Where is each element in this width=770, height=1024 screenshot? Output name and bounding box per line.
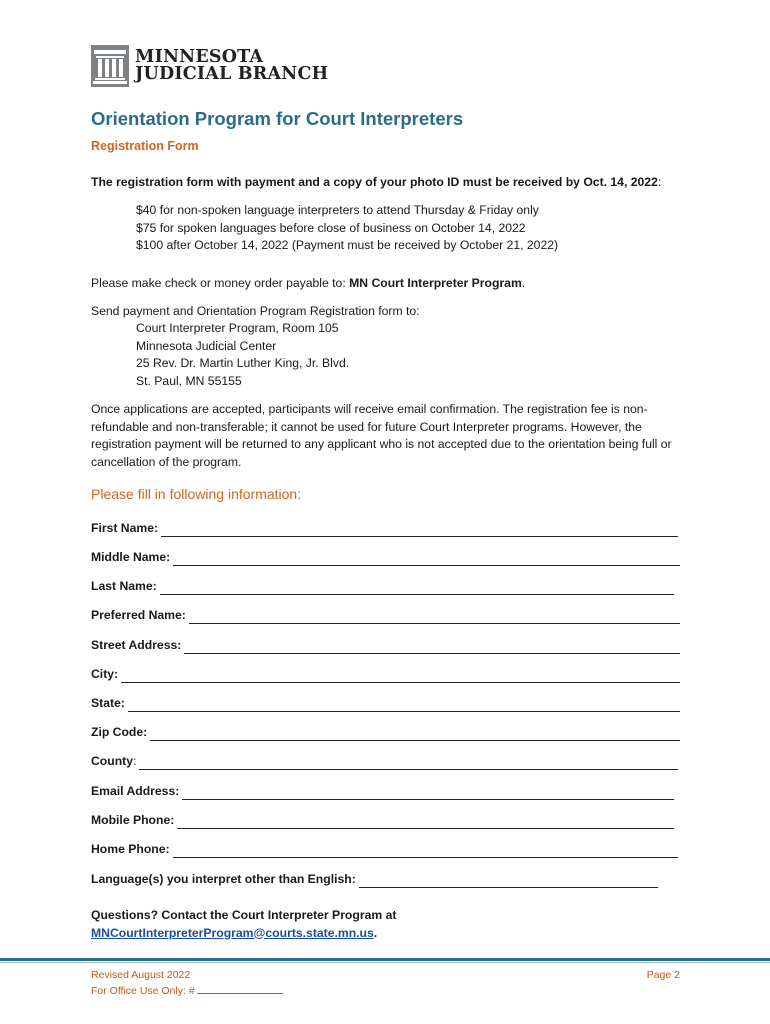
address-line: 25 Rev. Dr. Martin Luther King, Jr. Blvd.: [136, 356, 350, 370]
zip-code-label: Zip Code:: [91, 725, 148, 739]
first-name-field[interactable]: [91, 519, 678, 537]
state-line[interactable]: [128, 698, 680, 712]
email-address-field[interactable]: [91, 782, 674, 800]
page-title: Orientation Program for Court Interpreters: [91, 108, 464, 129]
deadline-text: The registration form with payment and a copy of your photo ID must be received by Oct. 14, 2022: [91, 175, 658, 189]
office-use-blank: [197, 983, 283, 994]
email-address-line[interactable]: [182, 786, 674, 800]
refund-policy-paragraph: Once applications are accepted, participants will receive email confirmation. The registration fee is non-refundable and non-transferable; it cannot be used for future Court Interpreter programs. However, the registration payment will be returned to any applicant who is not accepted due to the orientation being full or cancellation of the program.: [91, 402, 672, 469]
questions-contact: [91, 907, 396, 942]
email-address-label: Email Address:: [91, 784, 180, 798]
languages-label: Language(s) you interpret other than English:: [91, 872, 356, 886]
city-line[interactable]: [121, 669, 680, 683]
languages-line[interactable]: [359, 874, 658, 888]
form-subtitle: Registration Form: [91, 139, 199, 153]
questions-suffix: .: [373, 925, 378, 940]
county-field[interactable]: [91, 752, 678, 770]
county-line[interactable]: [139, 756, 678, 770]
last-name-label: Last Name:: [91, 579, 157, 593]
footer-divider-thin: [0, 962, 770, 963]
street-address-label: Street Address:: [91, 638, 182, 652]
street-address-line[interactable]: [184, 640, 680, 654]
questions-text: Questions? Contact the Court Interpreter Program at: [91, 908, 397, 922]
logo-wordmark: [135, 49, 328, 83]
address-line: Minnesota Judicial Center: [136, 338, 277, 353]
preferred-name-label: Preferred Name:: [91, 608, 186, 622]
send-to-heading: Send payment and Orientation Program Registration form to:: [91, 304, 420, 318]
middle-name-line[interactable]: [173, 552, 680, 566]
mobile-phone-label: Mobile Phone:: [91, 813, 175, 827]
first-name-line[interactable]: [161, 523, 678, 537]
preferred-name-line[interactable]: [189, 610, 680, 624]
county-colon: :: [132, 754, 137, 768]
contact-email-link[interactable]: MNCourtInterpreterProgram@courts.state.mn.us: [91, 925, 374, 940]
middle-name-field[interactable]: [91, 548, 680, 566]
logo-line-1: MINNESOTA: [135, 47, 264, 67]
address-line: St. Paul, MN 55155: [136, 373, 242, 388]
zip-code-field[interactable]: [91, 723, 680, 741]
fill-in-heading: Please fill in following information:: [91, 486, 302, 502]
deadline-notice: [91, 174, 661, 191]
mobile-phone-field[interactable]: [91, 811, 674, 829]
state-label: State:: [91, 696, 125, 710]
fee-item: $100 after October 14, 2022 (Payment must be received by October 21, 2022): [136, 238, 559, 252]
page-number: Page 2: [646, 969, 680, 981]
home-phone-field[interactable]: [91, 840, 678, 858]
middle-name-label: Middle Name:: [91, 550, 171, 564]
payable-prefix: Please make check or money order payable to:: [91, 276, 350, 290]
last-name-field[interactable]: [91, 577, 674, 595]
footer-notes: [91, 967, 283, 999]
logo-line-2: JUDICIAL BRANCH: [135, 64, 329, 84]
zip-code-line[interactable]: [150, 727, 680, 741]
county-label-text: County: [91, 754, 133, 768]
mailing-address: [136, 320, 349, 390]
mobile-phone-line[interactable]: [177, 815, 674, 829]
courthouse-pillars-logo-icon: [91, 45, 129, 87]
footer-divider: [0, 958, 770, 961]
street-address-field[interactable]: [91, 636, 680, 654]
fee-item: $40 for non-spoken language interpreters to attend Thursday & Friday only: [136, 203, 539, 217]
fee-item: $75 for spoken languages before close of business on October 14, 2022: [136, 220, 526, 235]
office-use-line: [91, 983, 283, 999]
payable-line: [91, 275, 525, 292]
languages-field[interactable]: [91, 870, 658, 888]
last-name-line[interactable]: [160, 581, 674, 595]
preferred-name-field[interactable]: [91, 606, 680, 624]
revised-date: Revised August 2022: [91, 969, 191, 981]
state-field[interactable]: [91, 694, 680, 712]
minnesota-judicial-branch-logo: [91, 45, 328, 87]
city-label: City:: [91, 667, 119, 681]
deadline-colon: :: [657, 175, 662, 189]
questions-email-line: [91, 925, 396, 943]
fee-list: [136, 202, 558, 255]
county-label: [91, 753, 136, 770]
home-phone-line[interactable]: [173, 844, 678, 858]
office-use-label: For Office Use Only: #: [91, 985, 195, 997]
first-name-label: First Name:: [91, 521, 159, 535]
payee-name: MN Court Interpreter Program: [349, 276, 522, 290]
address-line: Court Interpreter Program, Room 105: [136, 321, 339, 335]
home-phone-label: Home Phone:: [91, 842, 170, 856]
payable-suffix: .: [521, 276, 526, 290]
city-field[interactable]: [91, 665, 680, 683]
